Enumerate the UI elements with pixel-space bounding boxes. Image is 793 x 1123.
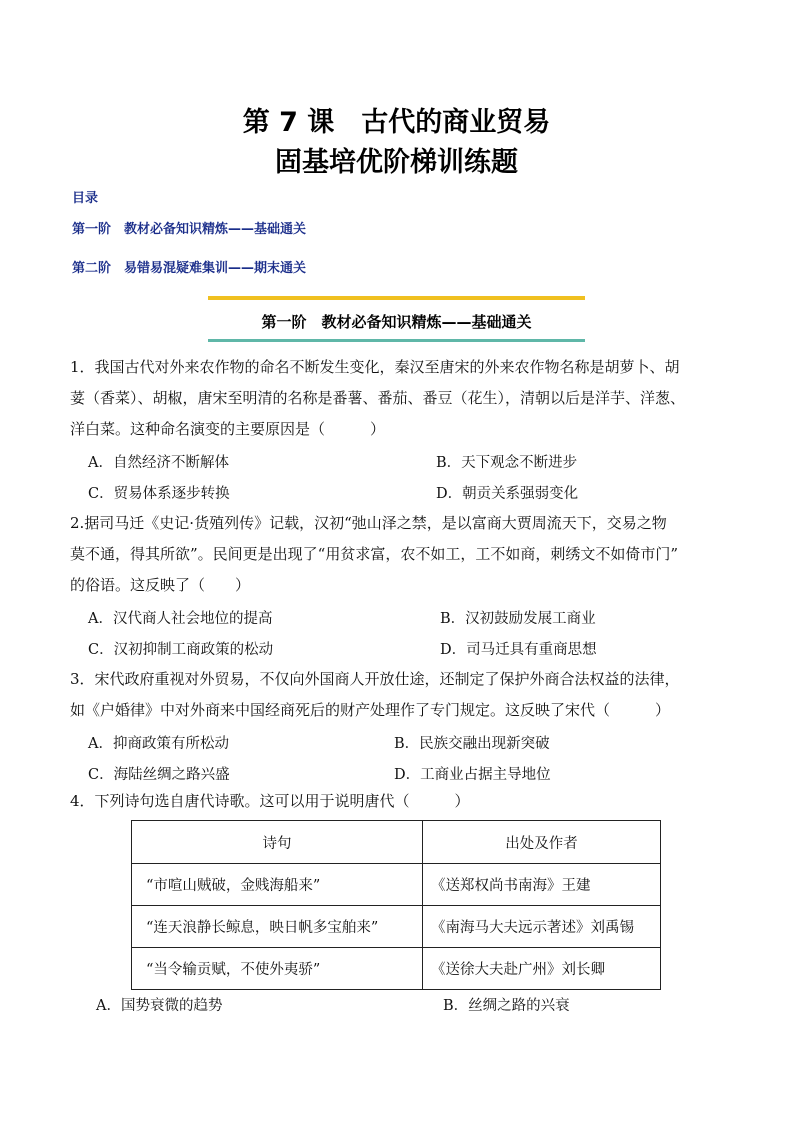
table-cell-poem: “市喧山贼破，金贱海船来” — [132, 864, 423, 906]
q3-option-d[interactable]: D．工商业占据主导地位 — [394, 767, 551, 783]
q2-option-c[interactable]: C．汉初抑制工商政策的松动 — [88, 642, 274, 658]
question-4 — [70, 786, 740, 817]
banner-bottom-rule — [208, 339, 585, 342]
worksheet-subtitle: 固基培优阶梯训练题 — [275, 147, 518, 178]
question-1-line-1: 1．我国古代对外来农作物的命名不断发生变化，秦汉至唐宋的外来农作物名称是胡萝卜、胡 — [70, 358, 680, 376]
table-header-poem: 诗句 — [132, 821, 423, 864]
section-banner-title: 第一阶 教材必备知识精炼——基础通关 — [261, 313, 532, 331]
q1-option-b[interactable]: B．天下观念不断进步 — [436, 455, 578, 471]
question-2 — [70, 508, 740, 601]
toc-item-2[interactable]: 第二阶 易错易混疑难集训——期末通关 — [72, 261, 307, 276]
table-header-row — [132, 821, 661, 864]
q3-option-a[interactable]: A．抑商政策有所松动 — [88, 736, 229, 752]
table-row — [132, 906, 661, 948]
table-row — [132, 948, 661, 990]
lesson-title: 第 7 课 古代的商业贸易 — [242, 107, 551, 138]
question-2-line-3: 的俗语。这反映了（ ） — [70, 576, 251, 594]
section-banner — [208, 296, 585, 342]
q1-option-a[interactable]: A．自然经济不断解体 — [88, 455, 229, 471]
question-3-line-1: 3．宋代政府重视对外贸易，不仅向外国商人开放仕途，还制定了保护外商合法权益的法律， — [70, 670, 680, 688]
q4-option-b[interactable]: B．丝绸之路的兴衰 — [443, 998, 570, 1014]
question-2-line-1: 2.据司马迁《史记·货殖列传》记载，汉初“弛山泽之禁，是以富商大贾周流天下，交易之物 — [70, 514, 667, 532]
question-3-line-2: 如《户婚律》中对外商来中国经商死后的财产处理作了专门规定。这反映了宋代（ ） — [70, 701, 671, 719]
poem-table — [131, 820, 661, 990]
toc-item-1[interactable]: 第一阶 教材必备知识精炼——基础通关 — [72, 222, 307, 237]
q2-option-a[interactable]: A．汉代商人社会地位的提高 — [88, 611, 273, 627]
table-header-source: 出处及作者 — [423, 821, 661, 864]
question-1-line-2: 荽（香菜）、胡椒，唐宋至明清的名称是番薯、番茄、番豆（花生），清朝以后是洋芋、洋葱、 — [70, 389, 686, 407]
q4-option-a[interactable]: A．国势衰微的趋势 — [96, 998, 223, 1014]
toc-heading: 目录 — [72, 191, 99, 206]
table-row — [132, 864, 661, 906]
table-cell-poem: “连天浪静长鲸息，映日帆多宝舶来” — [132, 906, 423, 948]
q1-option-c[interactable]: C．贸易体系逐步转换 — [88, 486, 230, 502]
table-cell-poem: “当令输贡赋，不使外夷骄” — [132, 948, 423, 990]
question-1 — [70, 352, 740, 445]
question-3 — [70, 664, 740, 726]
q2-option-b[interactable]: B．汉初鼓励发展工商业 — [440, 611, 596, 627]
q3-option-c[interactable]: C．海陆丝绸之路兴盛 — [88, 767, 230, 783]
banner-top-rule — [208, 296, 585, 300]
question-2-line-2: 莫不通，得其所欲”。民间更是出现了“用贫求富，农不如工，工不如商，刺绣文不如倚市门” — [70, 545, 679, 563]
question-4-line-1: 4．下列诗句选自唐代诗歌。这可以用于说明唐代（ ） — [70, 792, 470, 810]
table-cell-source: 《送郑权尚书南海》王建 — [423, 864, 661, 906]
table-cell-source: 《南海马大夫远示著述》刘禹锡 — [423, 906, 661, 948]
q1-option-d[interactable]: D．朝贡关系强弱变化 — [436, 486, 579, 502]
q2-option-d[interactable]: D．司马迁具有重商思想 — [440, 642, 597, 658]
table-cell-source: 《送徐大夫赴广州》刘长卿 — [423, 948, 661, 990]
q3-option-b[interactable]: B．民族交融出现新突破 — [394, 736, 550, 752]
question-1-line-3: 洋白菜。这种命名演变的主要原因是（ ） — [70, 420, 386, 438]
